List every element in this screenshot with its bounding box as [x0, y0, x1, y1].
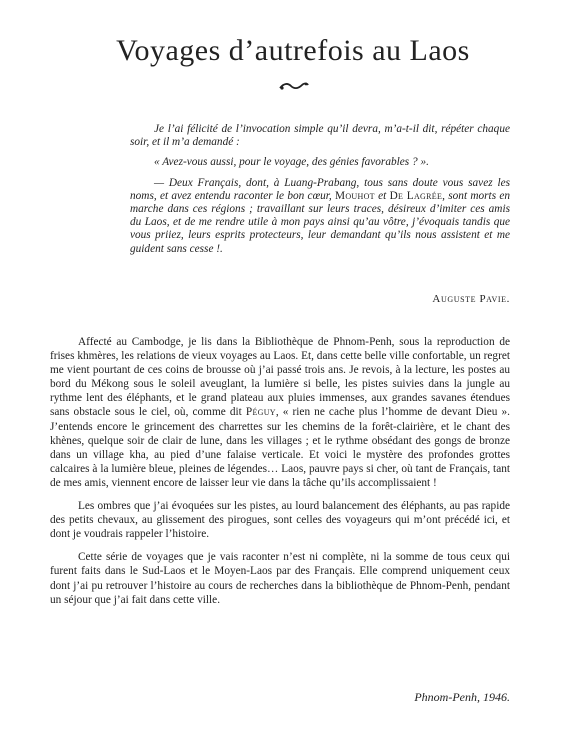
epigraph: [130, 123, 510, 263]
body-text-run: Affecté au Cambodge, je lis dans la Bibliothèque de Phnom-Penh, sous la reproduction de frises khmères, les relations de vieux voyages au Laos. Et, dans cette belle ville confortable, un regret me vient pourtant de ces coins de brousse où j’ai passé trois ans. Je revois, à la lecture, les postes au bord du Mékong sous le soleil aveuglant, la lumière si belle, les pistes suivies dans la jungle au rythme lent des éléphants, et le grand plateau aux pluies immenses, aux grandes savanes étendues sans obstacle sous le ciel, où, comme dit: [50, 336, 510, 419]
epigraph-text: — Deux Français, dont, à Luang-Prabang, tous sans doute vous savez les noms, et avez entendu raconter le bon cœur,: [130, 176, 510, 202]
epigraph-paragraph: Je l’ai félicité de l’invocation simple qu’il devra, m’a-t-il dit, répéter chaque soir, et il m’a demandé :: [130, 123, 510, 149]
place-date: Phnom-Penh, 1946.: [414, 690, 510, 704]
body-paragraph: [50, 335, 510, 490]
epigraph-text: et: [378, 189, 387, 202]
epigraph-quote: « Avez-vous aussi, pour le voyage, des génies favorables ? ».: [154, 156, 429, 169]
body-paragraph: Cette série de voyages que je vais raconter n’est ni complète, ni la somme de tous ceux qui furent faits dans le Sud-Laos et le Moyen-Laos par des Français. Elle comprend uniquement ceux dont j’ai pu retrouver l’histoire au cours de recherches dans la bibliothèque de Phnom-Penh, pendant un séjour que j’ai fait dans cette ville.: [50, 551, 510, 606]
epigraph-signature: Auguste Pavie.: [432, 293, 510, 305]
epigraph-paragraph: [130, 177, 510, 256]
main-text: [50, 335, 510, 616]
body-paragraph: Les ombres que j’ai évoquées sur les pistes, au lourd balancement des éléphants, au pas rapide des petits chevaux, au glissement des pirogues, sont celles des voyageurs qui m’ont précédé ici, et dont je voudrais rappeler l’histoire.: [50, 500, 510, 541]
page-title: Voyages d’autrefois au Laos: [116, 34, 470, 67]
person-name: De Lagrée: [389, 189, 443, 202]
flourish-ornament-icon: [278, 80, 310, 92]
person-name: Péguy: [245, 406, 276, 419]
epigraph-text: , sont morts en marche dans ces régions ; travaillant sur leurs traces, désireux d’imiter ces amis du Laos, et de me rendre utile à mon pays ainsi qu’au vôtre, j’évoquais tandis que vous priiez, leurs esprits protecteurs, leur demandant qu’ils nous assistent et me guident sans cesse !.: [130, 189, 511, 255]
body-text-run: , « rien ne cache plus l’homme de devant Dieu ». J’entends encore le grincement des charrettes sur les chemins de la forêt-clairière, et le chant des khènes, quelque soir de clair de lune, dans les villages ; et le rythme obsédant des gongs de bronze dans un village kha, au pied d’une falaise verticale. Et voici le mystère des profondes grottes calcaires à la lumière bleue, pleines de légendes… Laos, pauvre pays si cher, où tant de Français, tant de mes amis, viennent encore de laisser leur vie dans la tâche qu’ils accomplissaient !: [50, 406, 510, 489]
person-name: Mouhot: [335, 189, 375, 202]
